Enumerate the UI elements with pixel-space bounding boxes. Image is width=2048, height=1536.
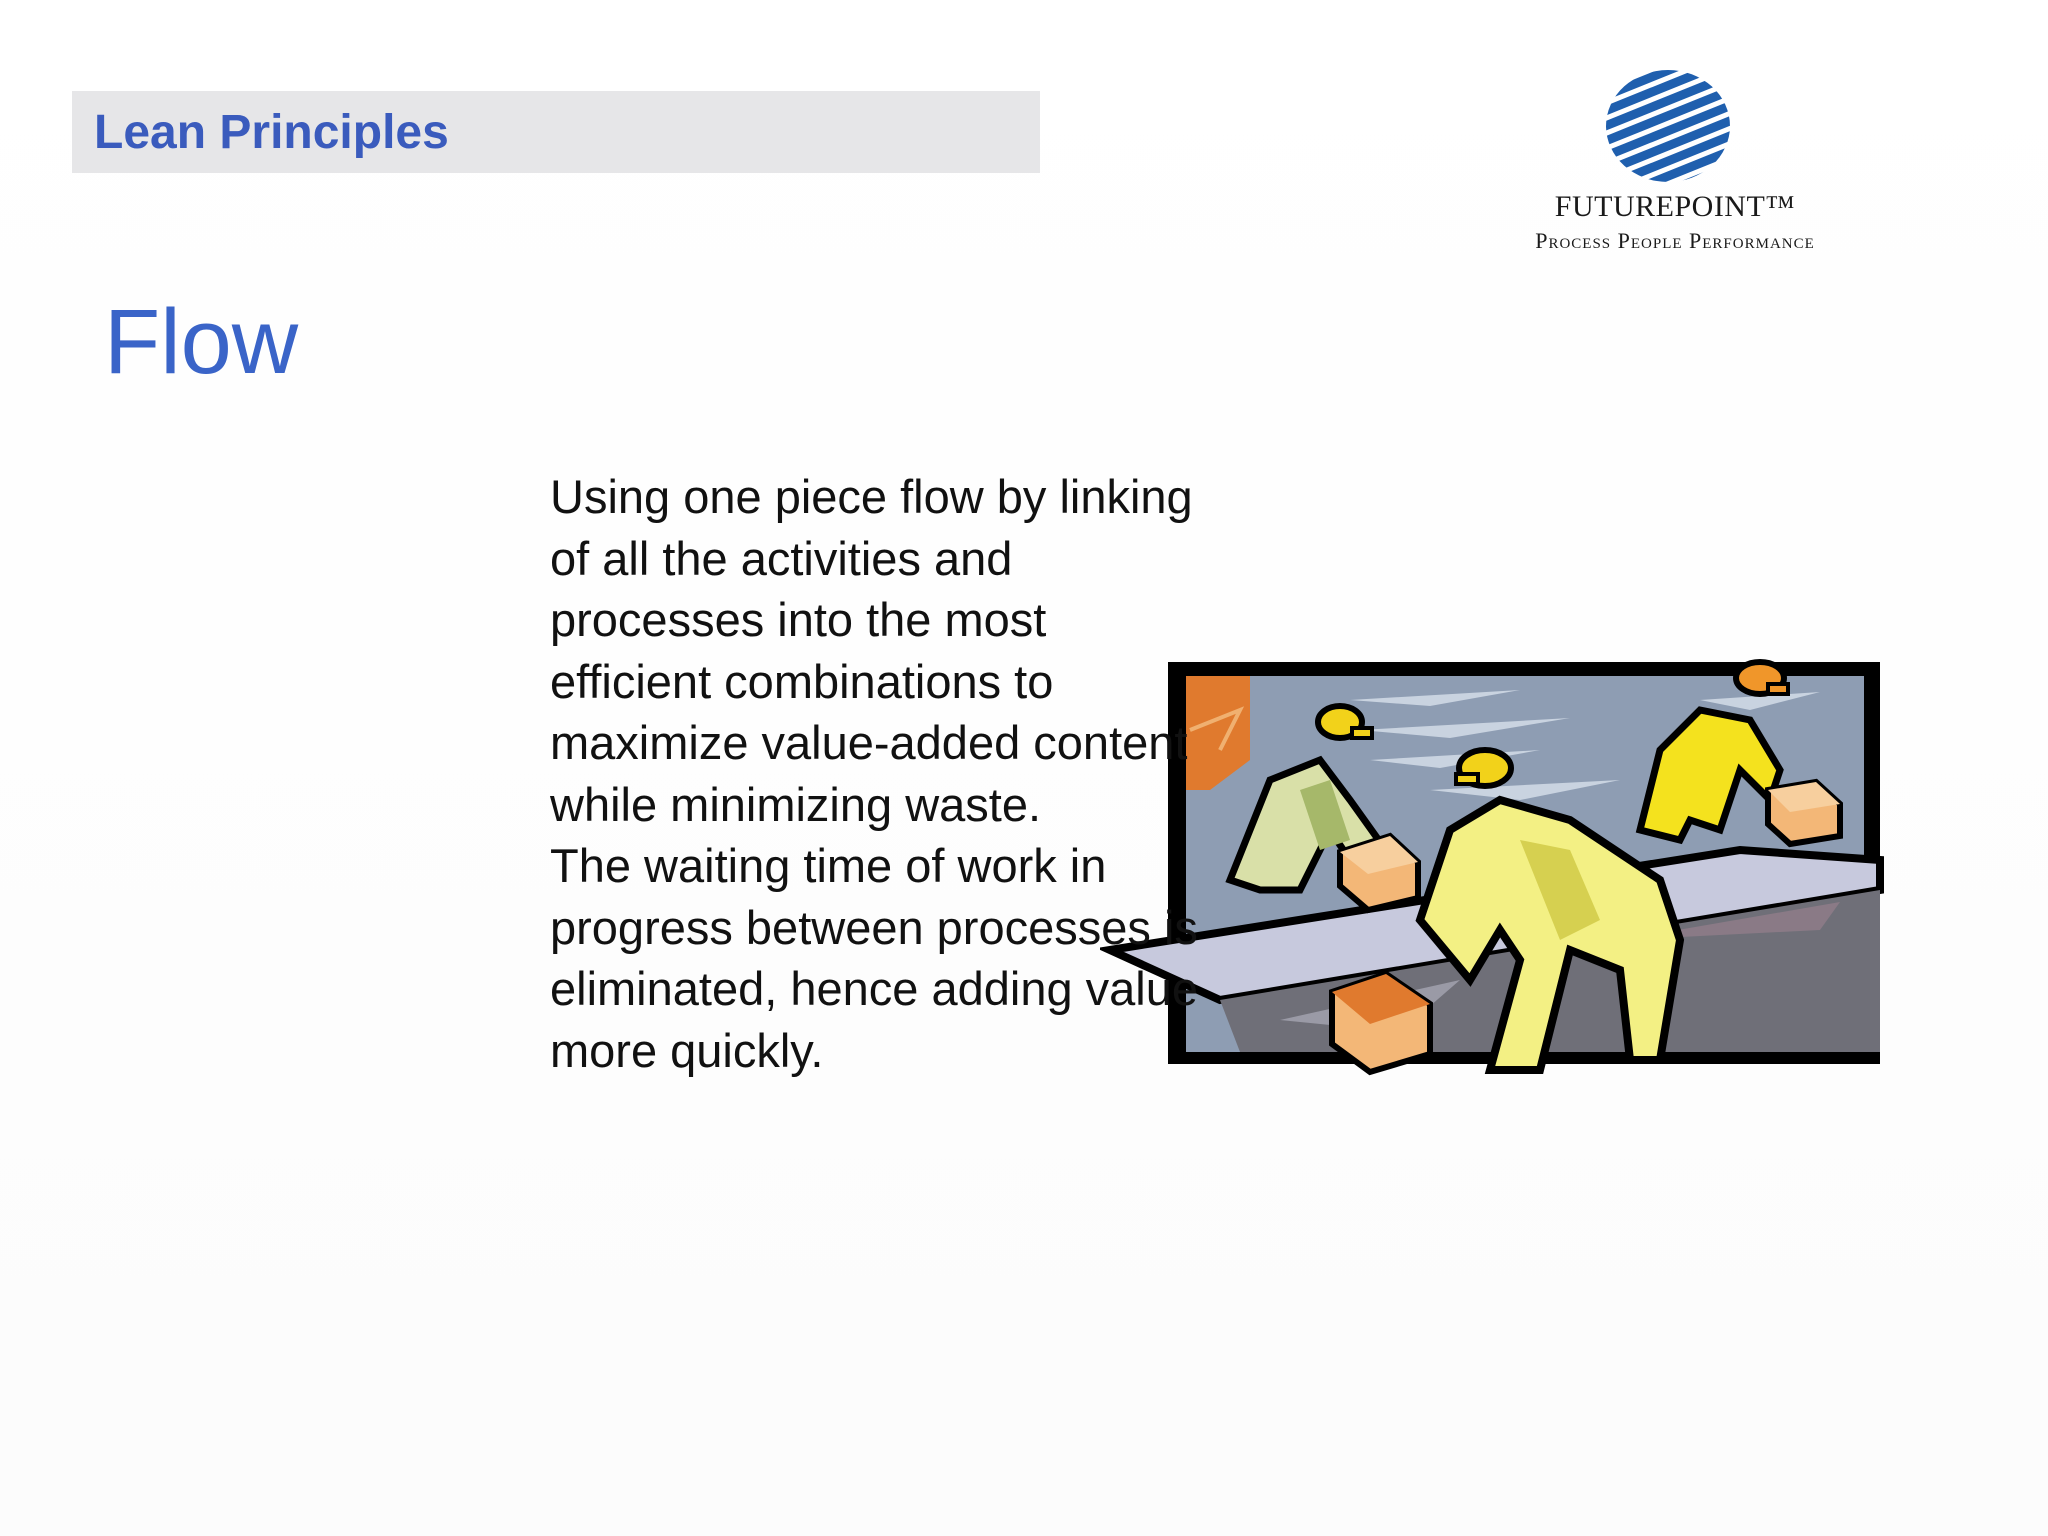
workers-conveyor-clipart	[1100, 640, 1890, 1110]
body-text	[550, 466, 1210, 1081]
logo-name: FUTUREPOINT™	[1554, 190, 1796, 223]
box-right	[1768, 782, 1840, 844]
section-title: Lean Principles	[94, 106, 449, 159]
box-left	[1340, 836, 1418, 910]
globe-logo-icon	[1603, 68, 1733, 184]
logo-tagline: Process People Performance	[1535, 228, 1815, 253]
body-paragraph-1: Using one piece flow by linking of all the activities and processes into the most efficient combinations to maximize value-added content while minimizing waste.	[550, 470, 1193, 831]
header-band	[72, 91, 1040, 173]
body-paragraph-2: The waiting time of work in progress between processes is eliminated, hence adding value more quickly.	[550, 839, 1199, 1077]
futurepoint-logo	[1455, 60, 1895, 260]
slide-title: Flow	[104, 291, 299, 393]
